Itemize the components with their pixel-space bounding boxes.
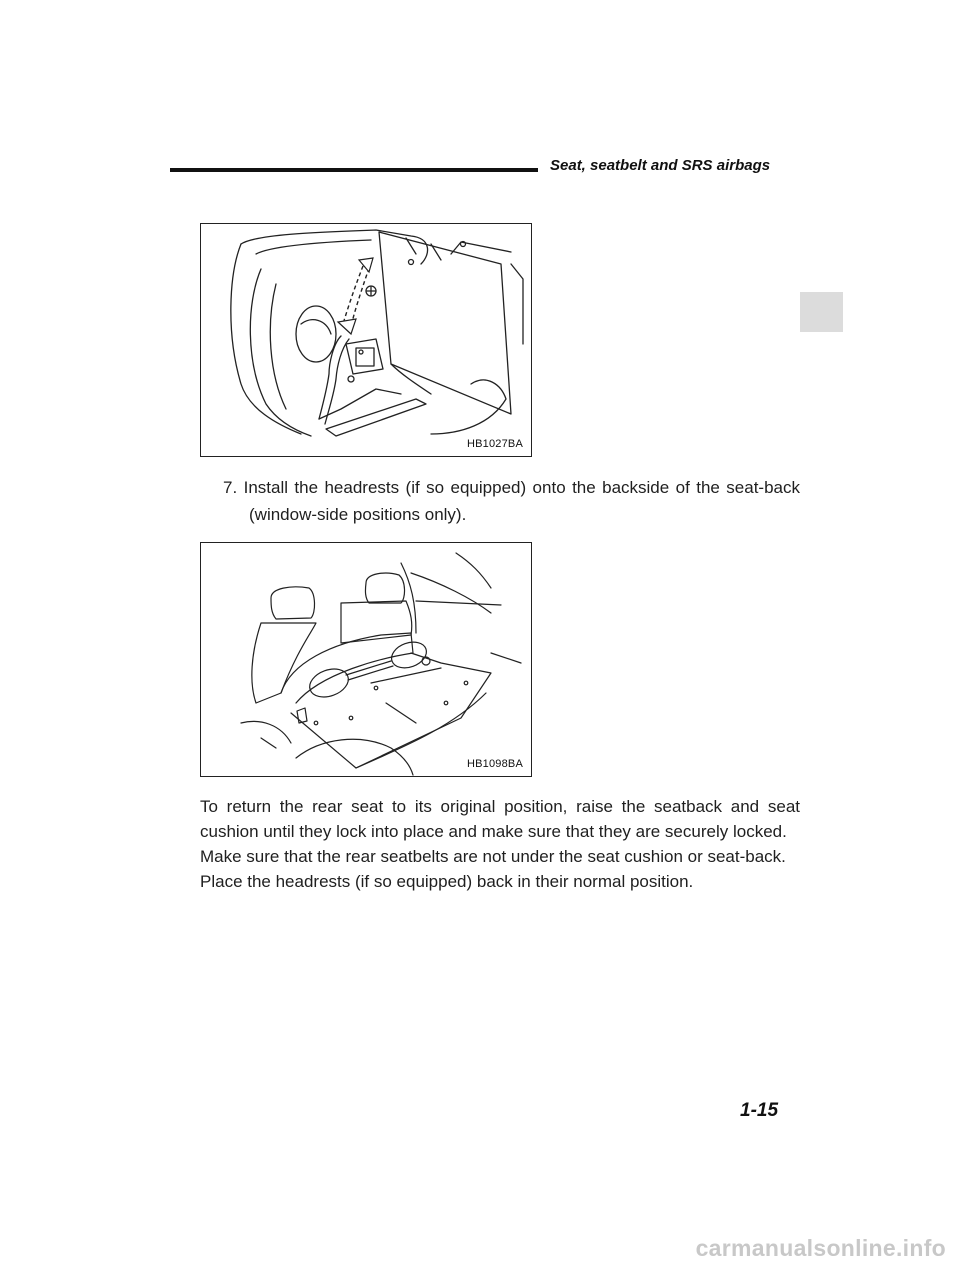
header-rule xyxy=(170,168,538,172)
figure-code: HB1027BA xyxy=(466,438,523,450)
figure-code: HB1098BA xyxy=(466,758,523,770)
chapter-tab xyxy=(800,292,843,332)
watermark: carmanualsonline.info xyxy=(695,1235,946,1261)
paragraph-seatbelts: Make sure that the rear seatbelts are not under the seat cushion or seat-back. xyxy=(200,847,786,866)
figure-rear-seat-folded xyxy=(200,542,532,777)
step-7 xyxy=(223,474,800,528)
rear-seat-illustration xyxy=(201,543,531,776)
body-text xyxy=(200,794,800,894)
paragraph-headrests: Place the headrests (if so equipped) back in their normal position. xyxy=(200,872,694,891)
page-number: 1-15 xyxy=(740,1100,779,1121)
step-text: 7. Install the headrests (if so equipped) onto the backside of the seat-back (window-side positions only). xyxy=(223,478,800,524)
figure-headrest-install xyxy=(200,223,532,457)
paragraph-return-seat: To return the rear seat to its original position, raise the seatback and seat cushion until they lock into place and make sure that they are securely locked. xyxy=(200,797,800,841)
section-title: Seat, seatbelt and SRS airbags xyxy=(550,157,771,174)
headrest-install-illustration xyxy=(201,224,531,456)
